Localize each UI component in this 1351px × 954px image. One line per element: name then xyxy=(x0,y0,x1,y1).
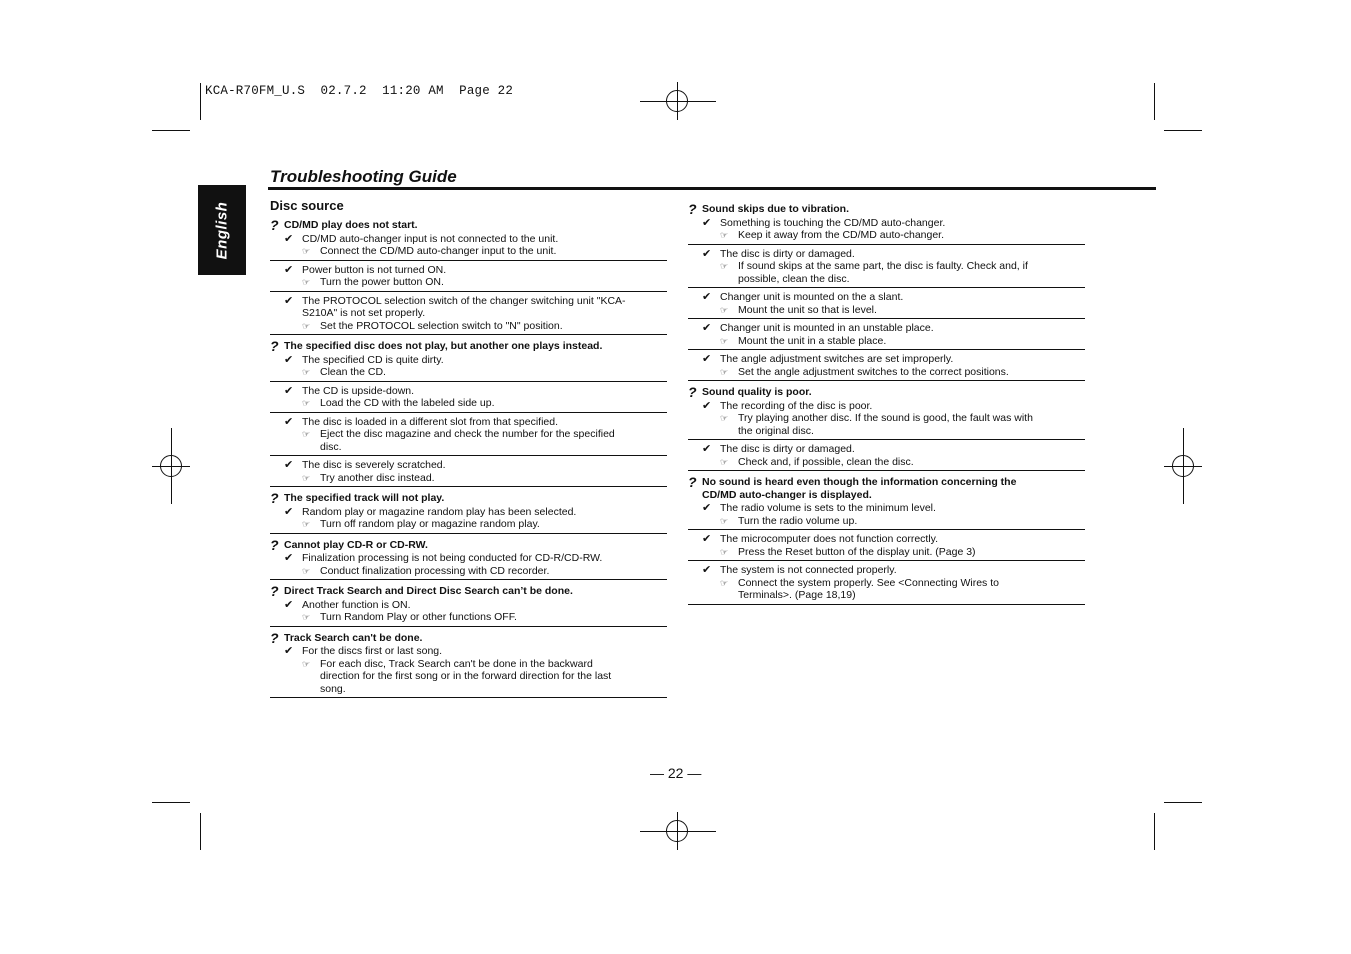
cause-item xyxy=(270,551,667,580)
cause-text: S210A" is not set properly. xyxy=(302,307,426,319)
cause-line xyxy=(688,291,1085,304)
pointing-hand-icon: ☞ xyxy=(720,335,729,346)
remedy-text: Turn off random play or magazine random play. xyxy=(320,518,540,530)
check-mark-icon: ✔ xyxy=(702,502,712,514)
cause-item xyxy=(688,561,1085,605)
remedy-text: direction for the first song or in the forward direction for the last xyxy=(320,670,612,682)
pointing-hand-icon: ☞ xyxy=(720,230,729,240)
pointing-hand-icon: ☞ xyxy=(720,304,729,315)
page-number: — 22 — xyxy=(650,765,702,781)
remedy-text: Keep it away from the CD/MD auto-changer. xyxy=(738,229,945,241)
cause-line xyxy=(688,217,1085,230)
cause-item xyxy=(688,319,1085,350)
pointing-hand-icon xyxy=(688,589,738,602)
problem-item xyxy=(270,340,667,487)
pointing-hand-icon: ☞ xyxy=(302,565,311,576)
cause-line xyxy=(270,264,667,277)
problem-title-text: The specified disc does not play, but another one plays instead. xyxy=(284,340,603,352)
remedy-text: Turn the radio volume up. xyxy=(738,514,858,527)
check-mark-icon: ✔ xyxy=(284,505,294,518)
remedy-line xyxy=(688,335,1085,348)
crop-mark xyxy=(200,83,201,120)
check-mark-icon: ✔ xyxy=(702,322,712,334)
remedy-text: song. xyxy=(320,682,346,695)
remedy-text: Turn Random Play or other functions OFF. xyxy=(320,611,517,623)
cause-line xyxy=(270,459,667,472)
check-mark-icon: ✔ xyxy=(284,415,294,428)
remedy-line xyxy=(688,577,1085,590)
cause-line xyxy=(688,533,1085,546)
problem-title xyxy=(688,203,1085,216)
right-problem-list xyxy=(688,203,1085,605)
remedy-line xyxy=(270,366,667,379)
remedy-line xyxy=(270,683,667,696)
cause-text: The system is not connected properly. xyxy=(720,564,897,576)
check-mark-icon xyxy=(270,307,302,320)
problem-title xyxy=(270,340,667,353)
cause-line xyxy=(270,233,667,246)
cause-line xyxy=(270,385,667,398)
remedy-line xyxy=(688,260,1085,273)
remedy-text: possible, clean the disc. xyxy=(738,272,850,285)
pointing-hand-icon: ☞ xyxy=(720,515,729,526)
remedy-text: Clean the CD. xyxy=(320,366,386,378)
problem-title xyxy=(688,476,1085,489)
pointing-hand-icon: ☞ xyxy=(720,456,729,467)
cause-text: Something is touching the CD/MD auto-changer. xyxy=(720,216,946,229)
remedy-text: Press the Reset button of the display unit. (Page 3) xyxy=(738,545,976,558)
cause-item xyxy=(688,245,1085,289)
right-column xyxy=(688,198,1085,605)
check-mark-icon: ✔ xyxy=(284,353,294,366)
problem-title xyxy=(270,536,667,553)
problem-title-text: CD/MD auto-changer is displayed. xyxy=(702,488,872,501)
cause-item xyxy=(688,440,1085,471)
pointing-hand-icon xyxy=(270,670,320,683)
problem-item xyxy=(270,585,667,627)
problem-item xyxy=(688,203,1085,381)
check-mark-icon: ✔ xyxy=(702,216,712,229)
remedy-line xyxy=(688,273,1085,286)
problem-title xyxy=(688,386,1085,399)
crop-mark xyxy=(1154,813,1155,850)
question-mark-icon: ? xyxy=(270,338,279,354)
remedy-text: Load the CD with the labeled side up. xyxy=(320,397,495,409)
remedy-line xyxy=(270,428,667,441)
pointing-hand-icon: ☞ xyxy=(302,429,311,439)
remedy-text: If sound skips at the same part, the disc is faulty. Check and, if xyxy=(738,260,1028,272)
cause-line xyxy=(270,307,667,320)
remedy-text: Try playing another disc. If the sound is good, the fault was with xyxy=(738,412,1033,424)
remedy-text: Set the angle adjustment switches to the correct positions. xyxy=(738,365,1009,378)
pointing-hand-icon: ☞ xyxy=(720,577,729,588)
cause-item xyxy=(688,288,1085,319)
check-mark-icon: ✔ xyxy=(284,598,294,611)
problem-item xyxy=(688,386,1085,471)
check-mark-icon: ✔ xyxy=(284,263,294,276)
problem-item xyxy=(270,219,667,335)
cause-item xyxy=(270,456,667,487)
problem-title-text: Sound quality is poor. xyxy=(702,386,812,398)
crop-mark xyxy=(1164,130,1202,131)
question-mark-icon: ? xyxy=(270,536,279,553)
cause-item xyxy=(270,261,667,292)
check-mark-icon: ✔ xyxy=(702,443,712,455)
remedy-text: Connect the CD/MD auto-changer input to the unit. xyxy=(320,245,557,257)
question-mark-icon: ? xyxy=(270,217,279,233)
cause-item xyxy=(270,232,667,261)
remedy-text: Terminals>. (Page 18,19) xyxy=(738,589,856,601)
pointing-hand-icon: ☞ xyxy=(302,398,311,408)
cause-item xyxy=(688,216,1085,245)
question-mark-icon: ? xyxy=(688,384,697,400)
pointing-hand-icon: ☞ xyxy=(720,366,729,377)
problem-title-text: CD/MD play does not start. xyxy=(284,219,418,231)
pointing-hand-icon xyxy=(688,273,738,286)
check-mark-icon: ✔ xyxy=(284,232,294,245)
question-mark-icon: ? xyxy=(688,474,697,490)
remedy-text: Check and, if possible, clean the disc. xyxy=(738,455,914,468)
check-mark-icon: ✔ xyxy=(284,645,294,657)
pointing-hand-icon: ☞ xyxy=(302,612,311,622)
cause-line xyxy=(270,645,667,658)
remedy-text: disc. xyxy=(320,440,342,453)
cause-line xyxy=(688,248,1085,261)
pointing-hand-icon: ☞ xyxy=(302,658,311,669)
check-mark-icon: ✔ xyxy=(702,564,712,576)
check-mark-icon: ✔ xyxy=(702,247,712,260)
print-header: KCA-R70FM_U.S 02.7.2 11:20 AM Page 22 xyxy=(205,84,514,98)
section-heading: Disc source xyxy=(270,198,344,213)
cause-item xyxy=(688,530,1085,561)
remedy-line xyxy=(270,245,667,258)
pointing-hand-icon: ☞ xyxy=(302,519,311,529)
remedy-text: Eject the disc magazine and check the number for the specified xyxy=(320,428,615,440)
cause-line xyxy=(270,552,667,565)
problem-title xyxy=(688,489,1085,502)
check-mark-icon: ✔ xyxy=(702,533,712,545)
cause-line xyxy=(688,400,1085,413)
remedy-line xyxy=(270,441,667,454)
remedy-line xyxy=(270,565,667,578)
cause-item xyxy=(688,399,1085,441)
language-tab xyxy=(198,185,246,275)
cause-line xyxy=(270,506,667,519)
question-mark-icon: ? xyxy=(270,490,279,506)
remedy-line xyxy=(688,366,1085,379)
remedy-line xyxy=(270,670,667,683)
question-mark-icon xyxy=(688,489,702,502)
crop-mark xyxy=(200,813,201,850)
check-mark-icon: ✔ xyxy=(702,353,712,365)
problem-title-text: The specified track will not play. xyxy=(284,492,445,504)
remedy-line xyxy=(688,304,1085,317)
check-mark-icon: ✔ xyxy=(284,294,294,307)
cause-line xyxy=(688,353,1085,366)
remedy-text: Conduct finalization processing with CD recorder. xyxy=(320,564,550,577)
remedy-text: Turn the power button ON. xyxy=(320,276,444,288)
pointing-hand-icon: ☞ xyxy=(302,277,311,287)
problem-item xyxy=(270,629,667,699)
remedy-text: Set the PROTOCOL selection switch to "N" position. xyxy=(320,319,563,332)
cause-item xyxy=(270,353,667,382)
cause-text: The PROTOCOL selection switch of the changer switching unit "KCA- xyxy=(302,294,626,307)
cause-item xyxy=(270,413,667,457)
pointing-hand-icon: ☞ xyxy=(302,367,311,377)
cause-line xyxy=(688,502,1085,515)
problem-title-text: Track Search can't be done. xyxy=(284,631,423,644)
cause-text: The angle adjustment switches are set improperly. xyxy=(720,353,954,365)
cause-text: Another function is ON. xyxy=(302,598,411,611)
left-column xyxy=(270,198,667,698)
cause-text: The disc is dirty or damaged. xyxy=(720,443,855,455)
crop-mark xyxy=(152,130,190,131)
question-mark-icon: ? xyxy=(270,629,279,646)
problem-title xyxy=(270,219,667,232)
problem-title xyxy=(270,492,667,505)
pointing-hand-icon: ☞ xyxy=(720,413,729,423)
remedy-text: Connect the system properly. See <Connecting Wires to xyxy=(738,576,999,589)
cause-text: Random play or magazine random play has been selected. xyxy=(302,505,577,518)
remedy-line xyxy=(688,546,1085,559)
cause-text: The CD is upside-down. xyxy=(302,384,415,397)
cause-item xyxy=(688,501,1085,530)
cause-line xyxy=(270,599,667,612)
remedy-line xyxy=(270,611,667,624)
check-mark-icon: ✔ xyxy=(284,384,294,397)
cause-line xyxy=(270,416,667,429)
remedy-text: For each disc, Track Search can't be done in the backward xyxy=(320,657,593,670)
crop-mark xyxy=(1164,802,1202,803)
cause-item xyxy=(270,382,667,413)
problem-title-text: Direct Track Search and Direct Disc Search can’t be done. xyxy=(284,585,573,597)
cause-item xyxy=(270,292,667,336)
crop-mark xyxy=(1154,83,1155,120)
pointing-hand-icon: ☞ xyxy=(302,246,311,256)
problem-title xyxy=(270,629,667,646)
cause-text: Finalization processing is not being conducted for CD-R/CD-RW. xyxy=(302,552,603,564)
check-mark-icon: ✔ xyxy=(702,291,712,303)
cause-text: For the discs first or last song. xyxy=(302,645,443,657)
title-divider xyxy=(268,187,1156,190)
cause-text: Changer unit is mounted on the a slant. xyxy=(720,291,904,303)
cause-text: The microcomputer does not function correctly. xyxy=(720,533,939,545)
check-mark-icon: ✔ xyxy=(284,459,294,471)
problem-title xyxy=(270,585,667,598)
remedy-line xyxy=(688,229,1085,242)
page-title: Troubleshooting Guide xyxy=(270,167,457,186)
cause-line xyxy=(270,295,667,308)
check-mark-icon: ✔ xyxy=(702,399,712,412)
remedy-line xyxy=(688,412,1085,425)
crop-mark xyxy=(152,802,190,803)
pointing-hand-icon: ☞ xyxy=(302,320,311,331)
cause-item xyxy=(270,644,667,698)
pointing-hand-icon xyxy=(270,441,320,454)
cause-line xyxy=(688,322,1085,335)
remedy-text: Mount the unit in a stable place. xyxy=(738,334,887,347)
problem-title-text: Cannot play CD-R or CD-RW. xyxy=(284,538,428,551)
pointing-hand-icon: ☞ xyxy=(720,546,729,557)
question-mark-icon: ? xyxy=(688,201,697,217)
remedy-line xyxy=(688,515,1085,528)
cause-text: The disc is dirty or damaged. xyxy=(720,247,855,260)
question-mark-icon: ? xyxy=(270,583,279,599)
cause-text: The recording of the disc is poor. xyxy=(720,399,873,412)
problem-item xyxy=(270,492,667,534)
remedy-text: Try another disc instead. xyxy=(320,471,435,484)
cause-item xyxy=(270,505,667,534)
cause-text: The radio volume is sets to the minimum level. xyxy=(720,502,936,514)
problem-title-text: No sound is heard even though the information concerning the xyxy=(702,476,1017,488)
pointing-hand-icon: ☞ xyxy=(720,261,729,271)
cause-text: Power button is not turned ON. xyxy=(302,263,447,276)
remedy-line xyxy=(270,518,667,531)
problem-title-text: Sound skips due to vibration. xyxy=(702,203,850,215)
remedy-line xyxy=(688,589,1085,602)
language-tab-label: English xyxy=(213,201,231,259)
remedy-line xyxy=(270,658,667,671)
remedy-line xyxy=(688,425,1085,438)
remedy-text: Mount the unit so that is level. xyxy=(738,303,877,316)
remedy-line xyxy=(270,276,667,289)
problem-item xyxy=(270,536,667,581)
cause-line xyxy=(688,443,1085,456)
cause-text: Changer unit is mounted in an unstable place. xyxy=(720,322,934,334)
remedy-line xyxy=(270,472,667,485)
cause-text: The disc is loaded in a different slot from that specified. xyxy=(302,415,559,428)
pointing-hand-icon xyxy=(688,425,738,438)
cause-item xyxy=(270,598,667,627)
left-problem-list xyxy=(270,219,667,698)
check-mark-icon: ✔ xyxy=(284,552,294,564)
cause-text: CD/MD auto-changer input is not connected to the unit. xyxy=(302,232,559,245)
cause-item xyxy=(688,350,1085,381)
pointing-hand-icon xyxy=(270,683,320,696)
cause-line xyxy=(270,354,667,367)
cause-text: The disc is severely scratched. xyxy=(302,459,446,471)
remedy-text: the original disc. xyxy=(738,424,814,437)
problem-item xyxy=(688,476,1085,605)
cause-text: The specified CD is quite dirty. xyxy=(302,353,444,366)
remedy-line xyxy=(270,320,667,333)
remedy-line xyxy=(270,397,667,410)
pointing-hand-icon: ☞ xyxy=(302,472,311,483)
remedy-line xyxy=(688,456,1085,469)
cause-line xyxy=(688,564,1085,577)
